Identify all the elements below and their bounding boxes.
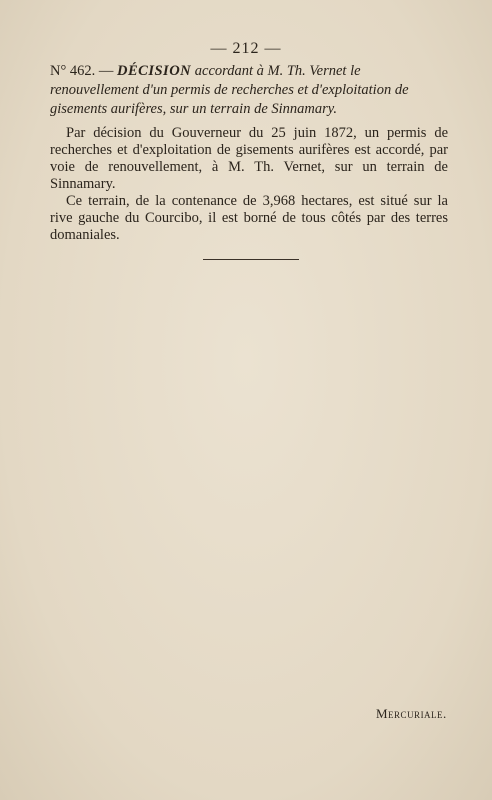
section-divider <box>203 259 299 260</box>
decision-number: N° 462. — <box>50 63 118 79</box>
decision-body <box>50 125 448 244</box>
next-section-catchword: Mercuriale. <box>376 706 447 721</box>
decision-title: DÉCISION <box>117 63 192 79</box>
paragraph: Par décision du Gouverneur du 25 juin 1872, un permis de recherches et d'exploitation de gisements aurifères est accordé, par voie de renouvellement, à M. Th. Vernet, sur un terrain de Sinnamary. <box>50 125 448 192</box>
decision-subject: accordant à M. Th. Vernet le renouvellement d'un permis de recherches et d'exploitation de gisements aurifères, sur un terrain de Sinnamary. <box>50 63 409 117</box>
page-number: — 212 — <box>210 40 282 57</box>
decision-heading <box>50 62 450 119</box>
paragraph: Ce terrain, de la contenance de 3,968 hectares, est situé sur la rive gauche du Courcibo, il est borné de tous côtés par des terres domaniales. <box>50 193 448 243</box>
